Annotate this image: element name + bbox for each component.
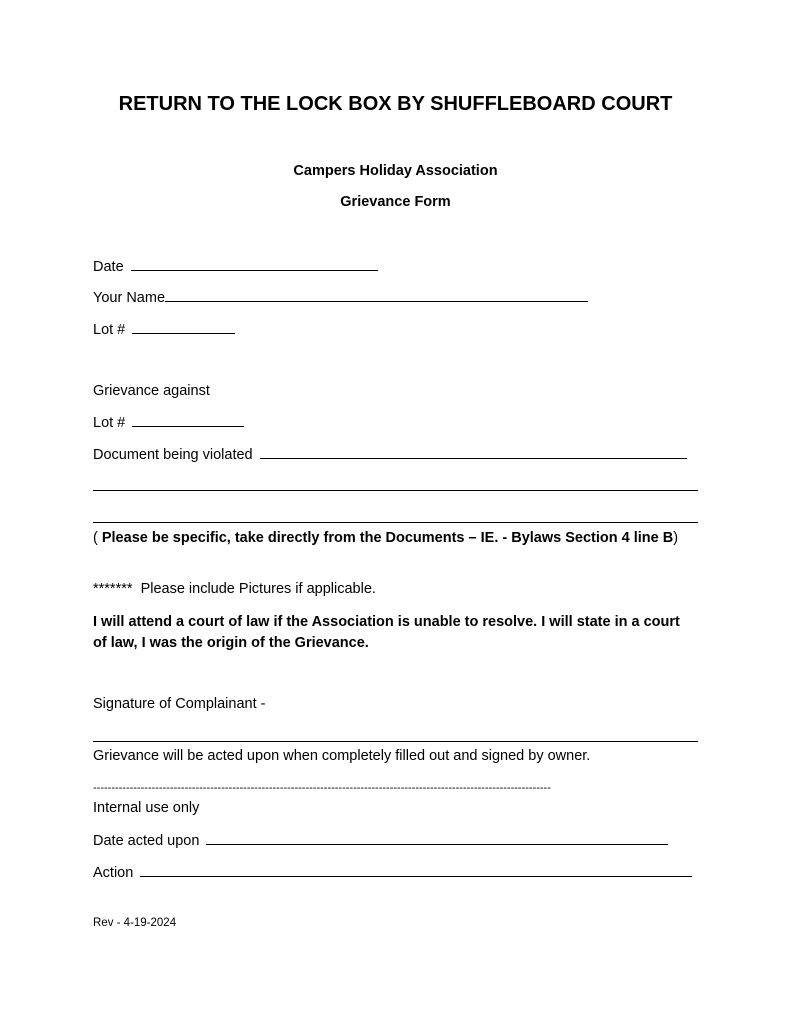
internal-separator: ----------------------------------------------------------------------------------------------------------------------------- [93, 782, 551, 794]
date-row [93, 258, 378, 275]
specific-instruction [93, 528, 693, 549]
date-field[interactable] [131, 258, 378, 271]
pictures-stars: ******* [93, 581, 133, 597]
document-violated-label: Document being violated [93, 447, 253, 463]
page-title: RETURN TO THE LOCK BOX BY SHUFFLEBOARD COURT [118, 93, 673, 115]
document-violated-field[interactable] [260, 446, 687, 459]
date-label: Date [93, 259, 124, 275]
pictures-instruction [93, 581, 376, 597]
court-statement: I will attend a court of law if the Association is unable to resolve. I will state in a court of law, I was the origin of the Grievance. [93, 614, 680, 651]
signature-note: Grievance will be acted upon when completely filled out and signed by owner. [93, 748, 591, 764]
specific-open: ( [93, 530, 102, 546]
action-label: Action [93, 865, 134, 881]
date-acted-field[interactable] [206, 832, 668, 845]
pictures-text: Please include Pictures if applicable. [140, 581, 376, 597]
revision-note: Rev - 4-19-2024 [93, 917, 177, 929]
document-violated-row [93, 446, 687, 463]
against-lot-row [93, 414, 244, 431]
action-row [93, 864, 692, 881]
against-lot-field[interactable] [132, 414, 244, 427]
lot-label: Lot # [93, 322, 126, 338]
date-acted-row [93, 832, 668, 849]
your-name-field[interactable] [165, 289, 588, 302]
signature-label: Signature of Complainant - [93, 696, 266, 712]
date-acted-label: Date acted upon [93, 833, 200, 849]
against-lot-label: Lot # [93, 415, 126, 431]
document-violated-line-3[interactable] [93, 522, 698, 523]
action-field[interactable] [140, 864, 692, 877]
signature-line[interactable] [93, 741, 698, 742]
your-name-row [93, 289, 588, 306]
lot-field[interactable] [132, 321, 235, 334]
lot-row [93, 321, 235, 338]
form-name: Grievance Form [340, 194, 451, 210]
your-name-label: Your Name [93, 290, 166, 306]
specific-close: ) [673, 530, 679, 546]
organization-name: Campers Holiday Association [293, 163, 498, 179]
document-violated-line-2[interactable] [93, 490, 698, 491]
internal-use-title: Internal use only [93, 800, 200, 816]
specific-text: Please be specific, take directly from the Documents – IE. - Bylaws Section 4 line B [101, 530, 674, 546]
grievance-against-label: Grievance against [93, 383, 210, 399]
